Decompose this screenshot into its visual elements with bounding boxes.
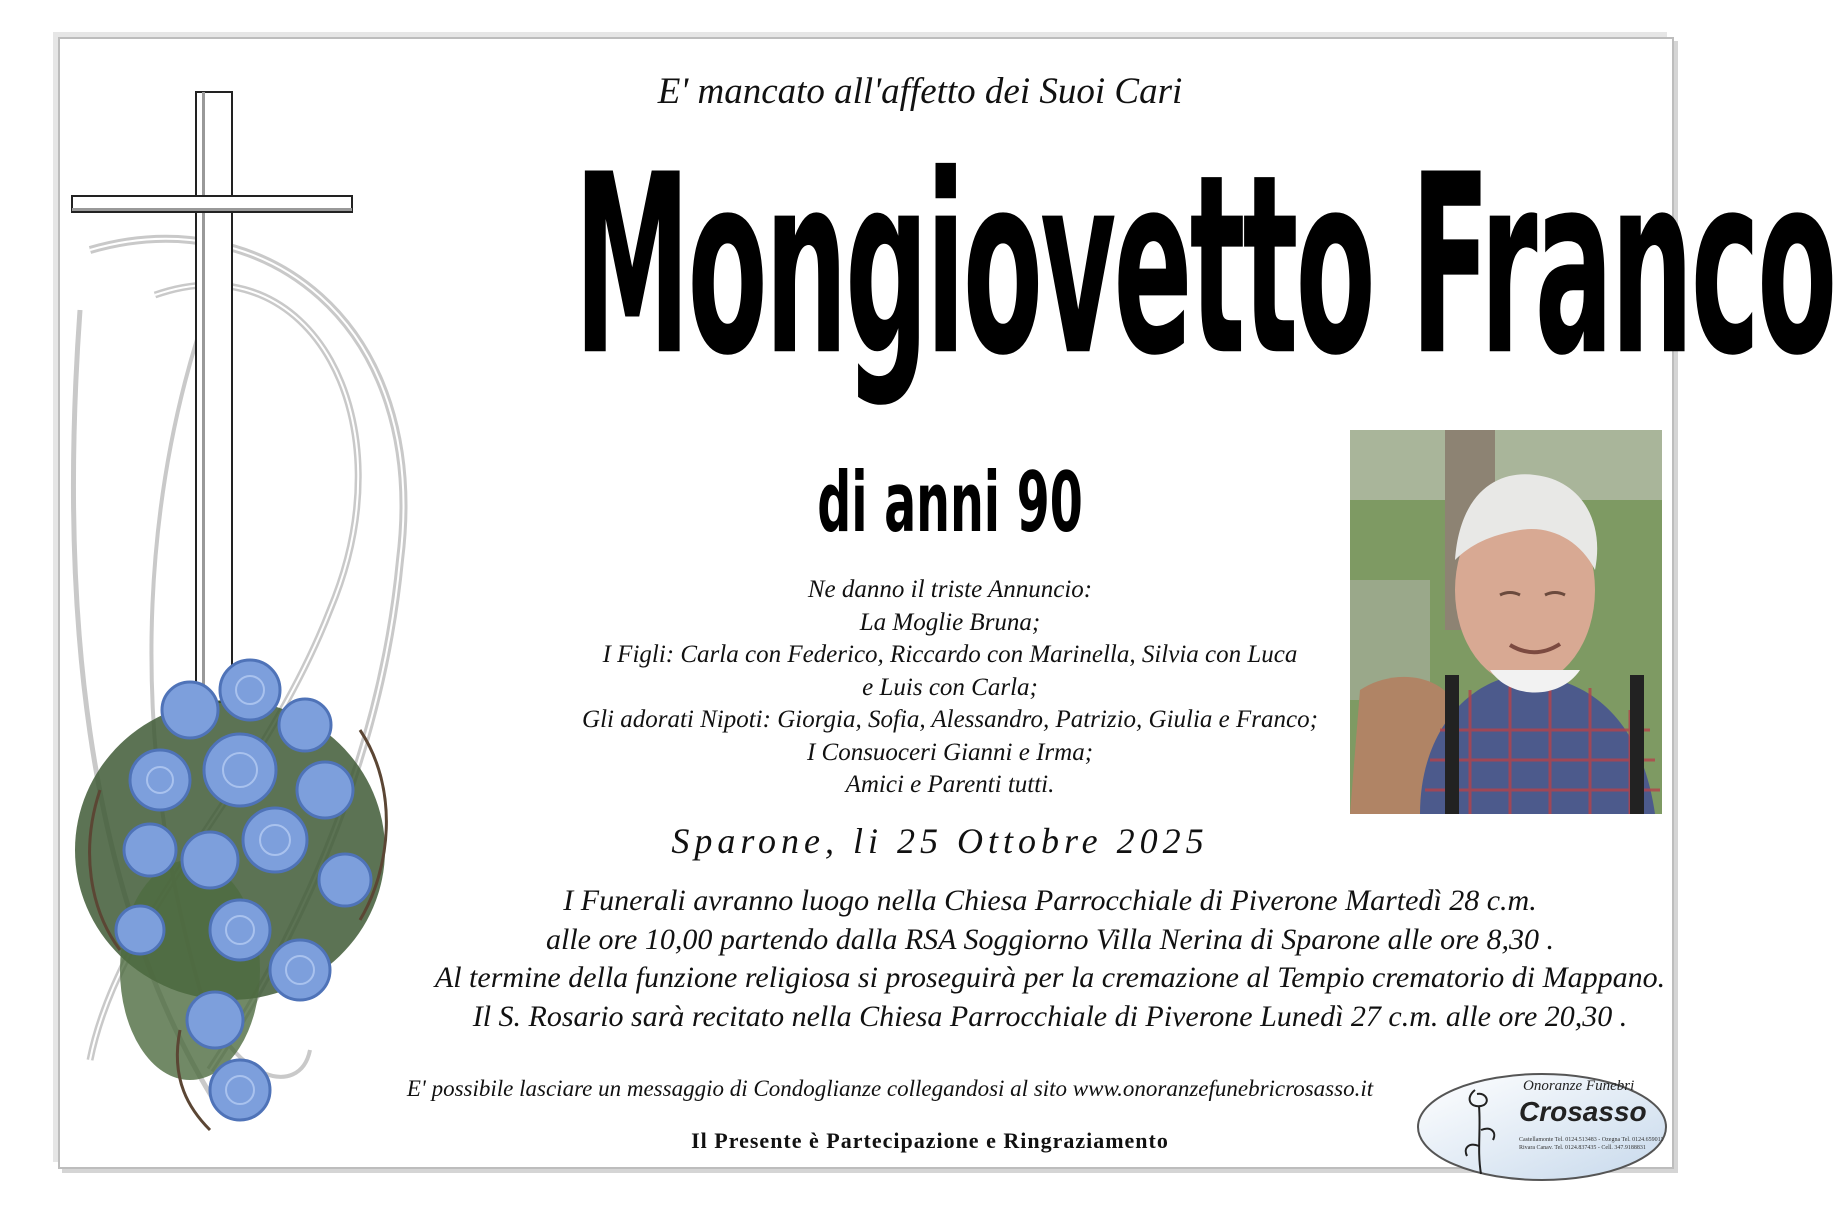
logo-name-text: Crosasso — [1519, 1096, 1647, 1127]
announcement-line: La Moglie Bruna; — [859, 608, 1041, 636]
announcement-line: I Consuoceri Gianni e Irma; — [806, 738, 1094, 766]
condolence-message: E' possibile lasciare un messaggio di Condoglianze collegandosi al sito www.onoranzefunebricrosasso.it — [406, 1076, 1374, 1101]
deceased-name: Mongiovetto Franco — [574, 120, 1834, 411]
announcement-line: Gli adorati Nipoti: Giorgia, Sofia, Alessandro, Patrizio, Giulia e Franco; — [582, 706, 1318, 733]
funeral-details-block — [420, 882, 1680, 1036]
logo-top-text: Onoranze Funebri — [1523, 1078, 1635, 1094]
deceased-age: di anni 90 — [817, 454, 1083, 551]
announcement-line: Amici e Parenti tutti. — [845, 771, 1055, 798]
logo-contact-line: Castellamonte Tel. 0124.513483 - Ozegna Tel. 0124.659011 — [1519, 1137, 1664, 1143]
funeral-line: Il S. Rosario sarà recitato nella Chiesa Parrocchiale di Piverone Lunedì 27 c.m. alle ore 20,30 . — [472, 999, 1628, 1033]
closing-line: Il Presente è Partecipazione e Ringraziamento — [691, 1128, 1169, 1153]
funeral-home-logo — [1415, 1070, 1669, 1184]
cross-and-roses-decoration — [60, 90, 440, 1140]
rose-bouquet-icon — [75, 660, 386, 1130]
place-and-date: Sparone, li 25 Ottobre 2025 — [671, 821, 1209, 861]
announcement-line: Ne danno il triste Annuncio: — [807, 576, 1093, 603]
announcement-line: e Luis con Carla; — [862, 673, 1038, 701]
portrait-illustration — [1350, 430, 1662, 814]
logo-contacts — [1519, 1136, 1663, 1152]
portrait-photo — [1350, 430, 1662, 814]
intro-line: E' mancato all'affetto dei Suoi Cari — [657, 71, 1183, 112]
announcement-line: I Figli: Carla con Federico, Riccardo con Marinella, Silvia con Luca — [602, 641, 1298, 668]
cross-icon — [72, 92, 352, 702]
funeral-line: I Funerali avranno luogo nella Chiesa Parrocchiale di Piverone Martedì 28 c.m. — [563, 884, 1537, 917]
funeral-line: Al termine della funzione religiosa si proseguirà per la cremazione al Tempio crematorio di Mappano. — [434, 961, 1666, 994]
logo-contact-line: Rivara Canav. Tel. 0124.837435 - Cell. 347.9188831 — [1519, 1145, 1646, 1151]
funeral-line: alle ore 10,00 partendo dalla RSA Soggiorno Villa Nerina di Sparone alle ore 8,30 . — [546, 922, 1554, 956]
announcement-block — [500, 574, 1400, 802]
